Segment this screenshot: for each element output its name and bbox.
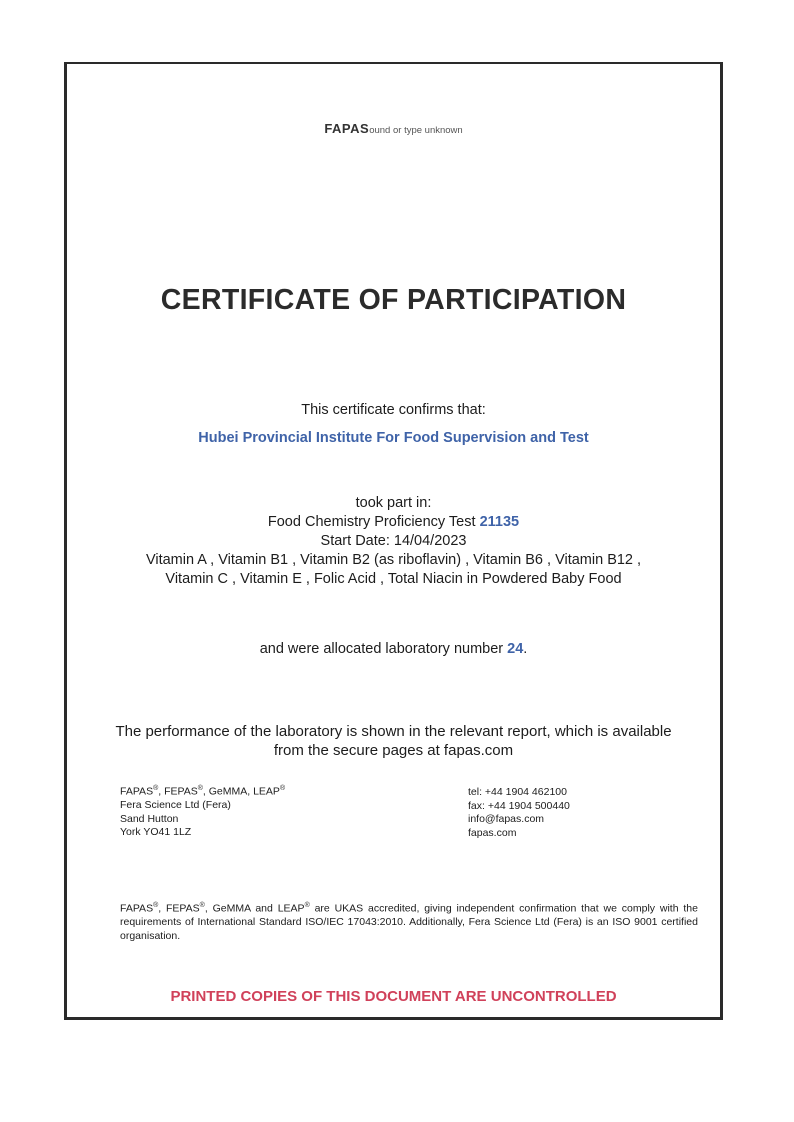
start-date: Start Date: 14/04/2023 (320, 533, 467, 549)
contact-fax: fax: +44 1904 500440 (468, 799, 570, 812)
participation-details (64, 494, 723, 589)
lab-number: 24 (507, 641, 524, 657)
contact-block (468, 786, 570, 840)
performance-statement (64, 722, 723, 760)
lab-number-line (64, 641, 723, 657)
logo-brand: FAPAS (324, 121, 370, 136)
fapas-logo (64, 121, 723, 136)
uncontrolled-notice: PRINTED COPIES OF THIS DOCUMENT ARE UNCONTROLLED (170, 988, 617, 1005)
address-block (120, 782, 285, 840)
organisation-name: Hubei Provincial Institute For Food Supervision and Test (198, 430, 589, 446)
logo-alt-text: ound or type unknown (369, 125, 463, 136)
confirms-text: This certificate confirms that: (301, 402, 486, 418)
analytes-line-2: Vitamin C , Vitamin E , Folic Acid , Total Niacin in Powdered Baby Food (165, 571, 622, 587)
test-number: 21135 (479, 514, 520, 530)
lab-prefix: and were allocated laboratory number (259, 641, 504, 657)
contact-email: info@fapas.com (468, 813, 545, 825)
analytes-line-1: Vitamin A , Vitamin B1 , Vitamin B2 (as riboflavin) , Vitamin B6 , Vitamin B12 , (145, 552, 642, 568)
address-schemes: FAPAS®, FEPAS®, GeMMA, LEAP® (120, 785, 286, 798)
address-city-postcode: York YO41 1LZ (120, 826, 192, 838)
took-part-text: took part in: (355, 495, 432, 511)
address-company: Fera Science Ltd (Fera) (120, 799, 231, 811)
certificate-title: CERTIFICATE OF PARTICIPATION (160, 284, 627, 316)
performance-line-2: from the secure pages at fapas.com (273, 742, 514, 759)
contact-tel: tel: +44 1904 462100 (468, 786, 567, 798)
performance-line-1: The performance of the laboratory is shown in the relevant report, which is available (115, 723, 672, 740)
address-locality: Sand Hutton (120, 812, 179, 825)
test-line (64, 513, 723, 532)
test-label: Food Chemistry Proficiency Test (267, 514, 476, 530)
accreditation-statement: FAPAS®, FEPAS®, GeMMA and LEAP® are UKAS accredited, giving independent confirmation that we comply with the requirements of International Standard ISO/IEC 17043:2010. Additionally, Fera Science Ltd (Fera) is an ISO 9001 certified organisation. (120, 902, 698, 942)
contact-website: fapas.com (468, 826, 517, 839)
lab-suffix: . (523, 641, 528, 657)
